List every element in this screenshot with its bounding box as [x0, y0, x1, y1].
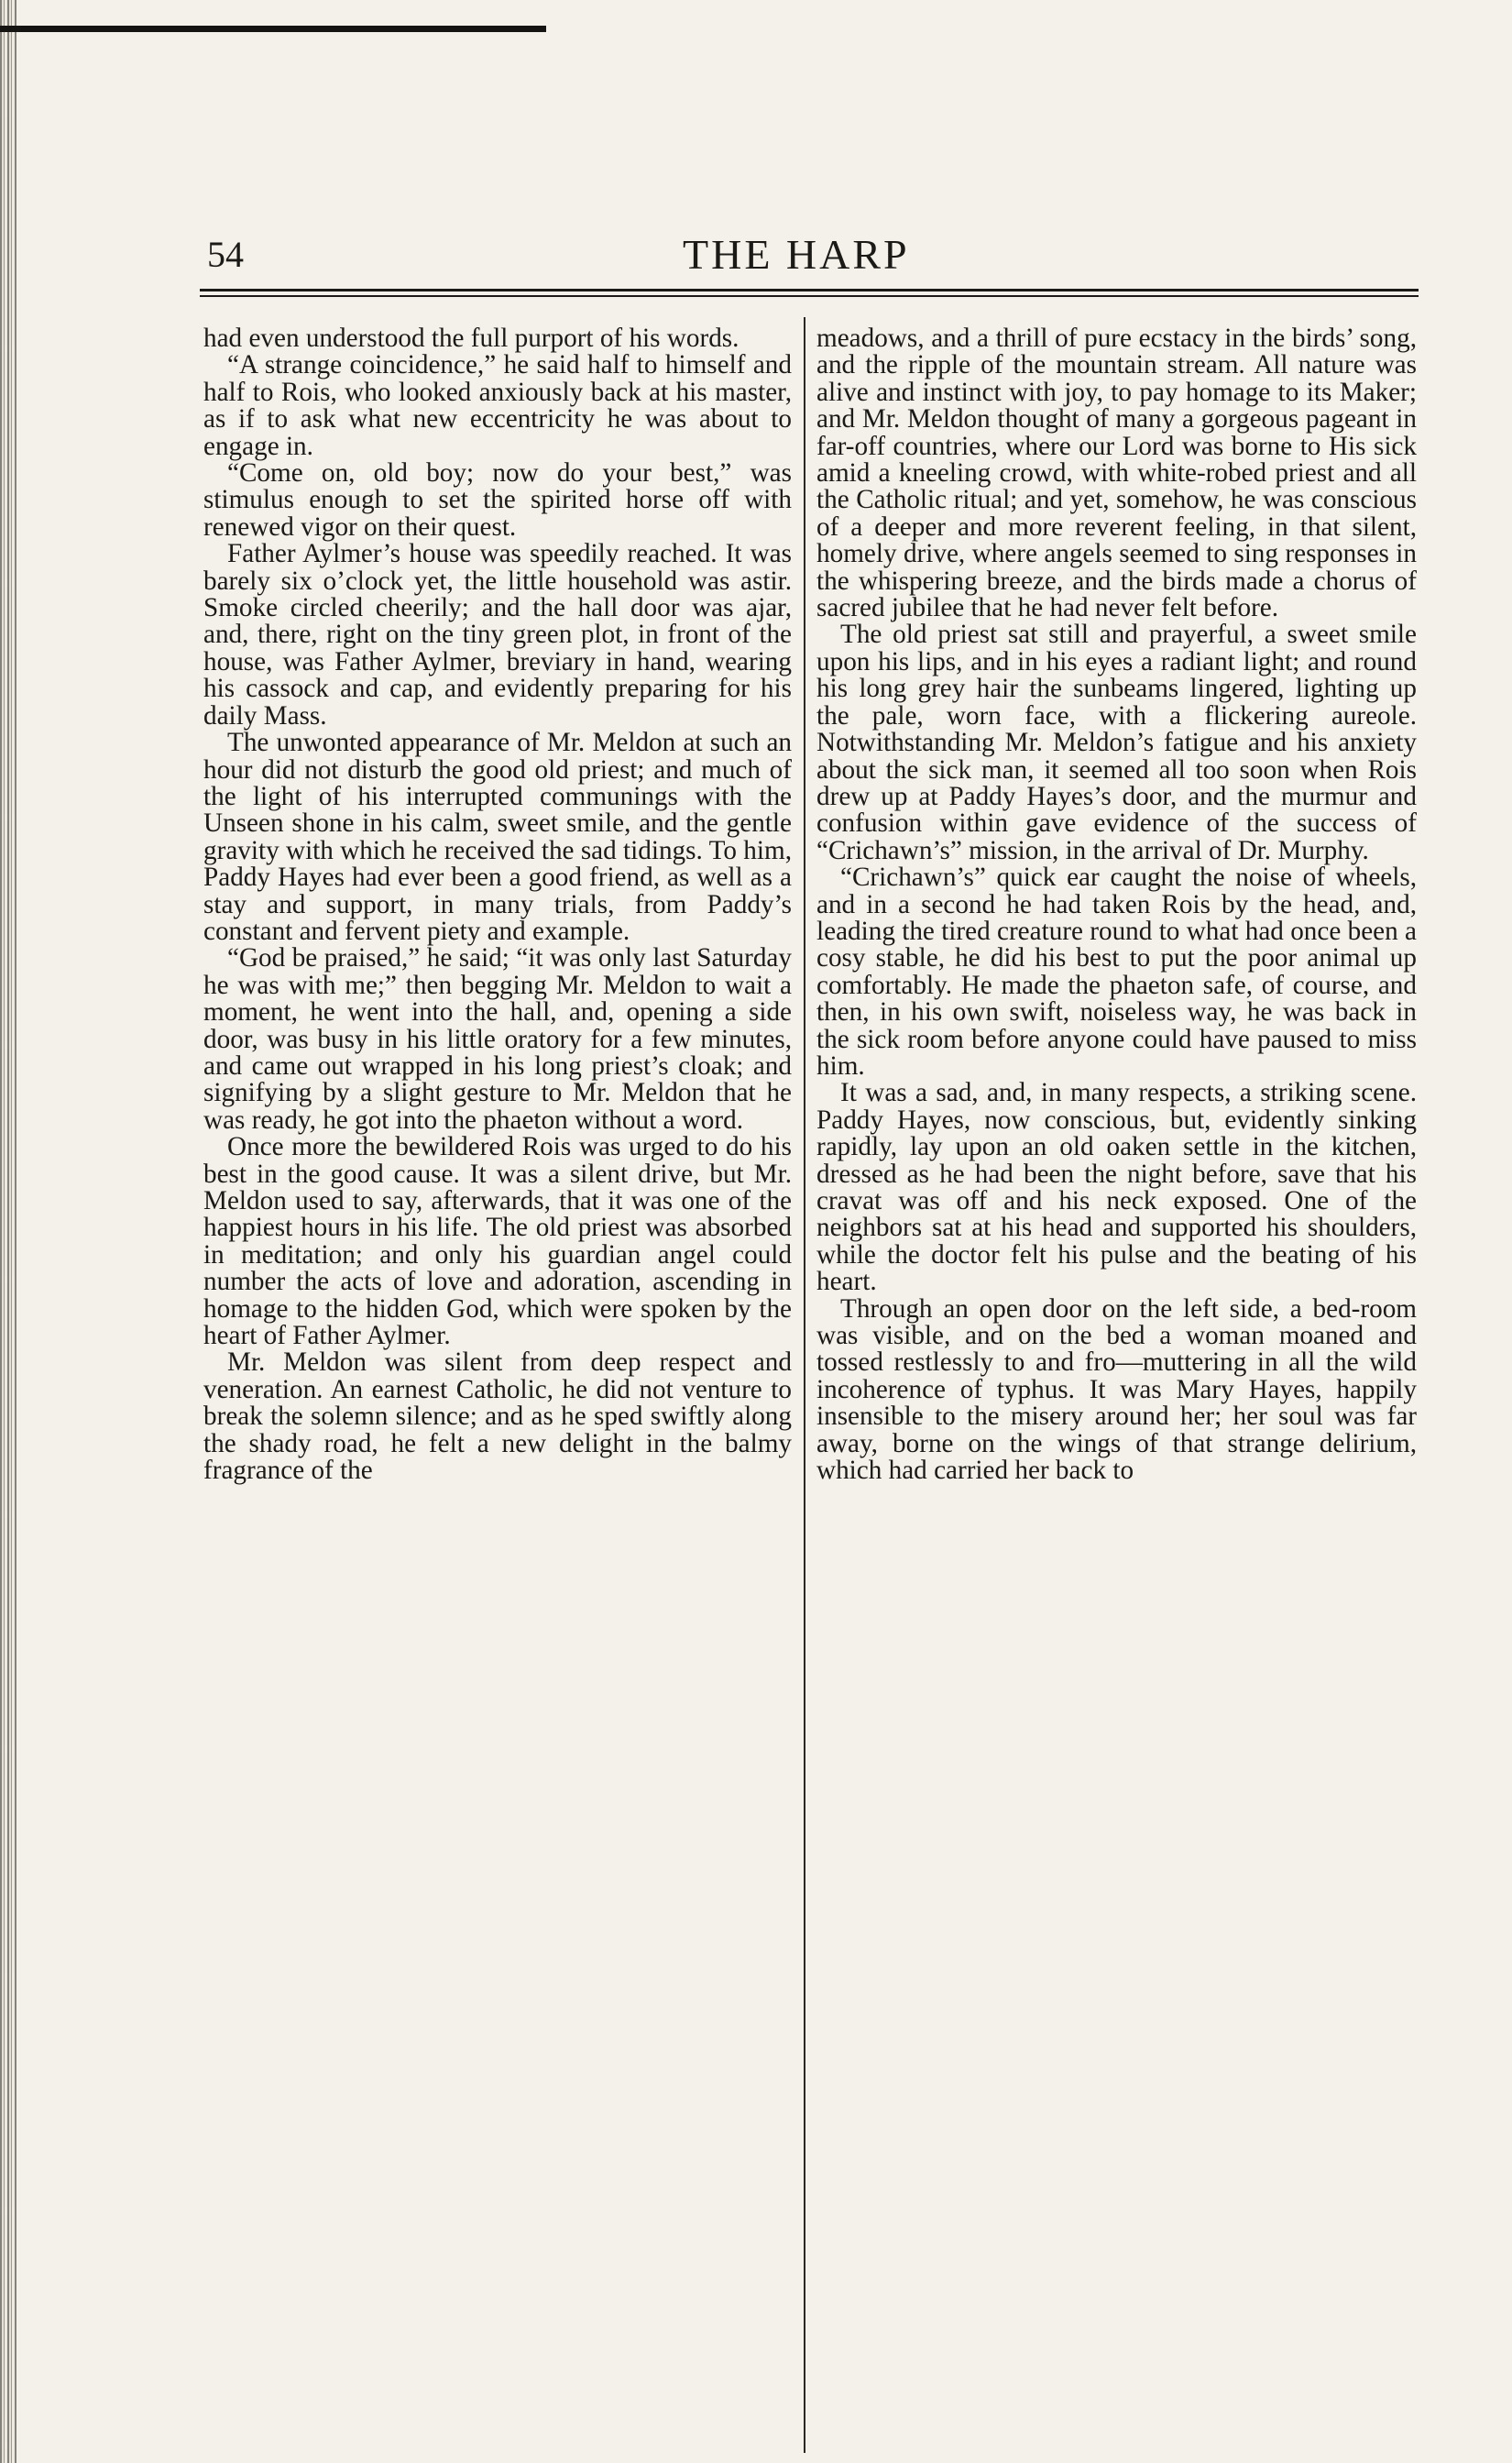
scan-edge-shadow [0, 0, 16, 2463]
running-title: THE HARP [683, 231, 910, 278]
top-printer-rule [0, 26, 546, 32]
paragraph: had even understood the full purport of his words. [203, 324, 740, 353]
paragraph: “Come on, old boy; now do your best,” was stimulus enough to set the spirited horse off with renewed vigor on their quest. [203, 458, 792, 542]
paragraph: “A strange coincidence,” he said half to himself and half to Rois, who looked anxiously back at his master, as if to ask what new eccentricity he was about to engage in. [203, 350, 792, 461]
header-rule-secondary [200, 295, 1419, 297]
paragraph: The old priest sat still and prayerful, a sweet smile upon his lips, and in his eyes a radiant light; and round his long grey hair the sunbeams lingered, lighting up the pale, worn face, with a flickering aureole. Notwithstanding Mr. Meldon’s fatigue and his anxiety about the sick man, it seemed all too soon when Rois drew up at Paddy Hayes’s door, and the murmur and confusion within gave evidence of the success of “Crichawn’s” mission, in the arrival of Dr. Murphy. [816, 620, 1417, 865]
paragraph: Once more the bewildered Rois was urged to do his best in the good cause. It was a silent drive, but Mr. Meldon used to say, afterwards, that it was one of the happiest hours in his life. The old priest was absorbed in meditation; and only his guardian angel could number the acts of love and adoration, ascending in homage to the hidden God, which were spoken by the heart of Father Aylmer. [203, 1132, 792, 1351]
paragraph: “Crichawn’s” quick ear caught the noise of wheels, and in a second he had taken Rois by the head, and, leading the tired creature round to what had once been a cosy stable, he did his best to put the poor animal up comfortably. He made the phaeton safe, of course, and then, in his own swift, noiseless way, he was back in the sick room before anyone could have paused to miss him. [816, 863, 1417, 1081]
paragraph: Through an open door on the left side, a bed-room was visible, and on the bed a woman moaned and tossed restlessly to and fro—muttering in all the wild incoherence of typhus. It was Mary Hayes, happily insensible to the misery around her; her soul was far away, borne on the wings of that strange delirium, which had carried her back to [816, 1293, 1417, 1486]
column-divider [804, 317, 805, 2453]
paragraph: It was a sad, and, in many respects, a striking scene. Paddy Hayes, now conscious, but, evidently sinking rapidly, lay upon an old oaken settle in the kitchen, dressed as he had been the night before, save that his cravat was off and his neck exposed. One of the neighbors sat at his head and supported his shoulders, while the doctor felt his pulse and the beating of his heart. [816, 1078, 1417, 1297]
header-rule [200, 289, 1419, 291]
page-number: 54 [207, 234, 244, 275]
paragraph: Mr. Meldon was silent from deep respect and veneration. An earnest Catholic, he did not venture to break the solemn silence; and as he sped swiftly along the shady road, he felt a new delight in the balmy fragrance of the [203, 1347, 792, 1486]
paragraph: “God be praised,” he said; “it was only last Saturday he was with me;” then begging Mr. Meldon to wait a moment, he went into the hall, and, opening a side door, was busy in his little oratory for a few minutes, and came out wrapped in his long priest’s cloak; and signifying by a slight gesture to Mr. Meldon that he was ready, he got into the phaeton without a word. [203, 943, 792, 1135]
paragraph: meadows, and a thrill of pure ecstacy in the birds’ song, and the ripple of the mountain stream. All nature was alive and instinct with joy, to pay homage to its Maker; and Mr. Meldon thought of many a gorgeous pageant in far-off countries, where our Lord was borne to His sick amid a kneeling crowd, with white-robed priest and all the Catholic ritual; and yet, somehow, he was conscious of a deeper and more reverent feeling, in that silent, homely drive, where angels seemed to sing responses in the whispering breeze, and the birds made a chorus of sacred jubilee that he had never felt before. [816, 324, 1417, 623]
right-column [816, 325, 1417, 1484]
paragraph: Father Aylmer’s house was speedily reached. It was barely six o’clock yet, the little household was astir. Smoke circled cheerily; and the hall door was ajar, and, there, right on the tiny green plot, in front of the house, was Father Aylmer, breviary in hand, wearing his cassock and cap, and evidently preparing for his daily Mass. [203, 539, 792, 731]
left-column [203, 325, 792, 1484]
paragraph: The unwonted appearance of Mr. Meldon at such an hour did not disturb the good old priest; and much of the light of his interrupted communings with the Unseen shone in his calm, sweet smile, and the gentle gravity with which he received the sad tidings. To him, Paddy Hayes had ever been a good friend, as well as a stay and support, in many trials, from Paddy’s constant and fervent piety and example. [203, 728, 792, 946]
